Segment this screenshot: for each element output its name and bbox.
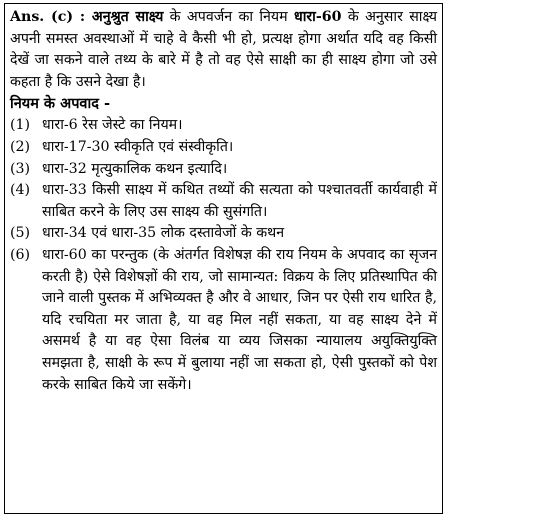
- list-item: [10, 223, 437, 245]
- list-item-text: धारा-6 रेस जेस्टे का नियम।: [42, 117, 183, 134]
- answer-paragraph: [10, 7, 437, 93]
- list-item: [10, 137, 437, 159]
- exceptions-heading: नियम के अपवाद -: [10, 95, 111, 113]
- answer-label: Ans. (c) :: [10, 9, 92, 25]
- answer-box: [4, 3, 443, 514]
- list-item-text: धारा-60 का परन्तुक (के अंतर्गत विशेषज्ञ की राय नियम के अपवाद का सृजन करती है) ऐसे विशेषज्ञों की राय, जो सामान्यत: विक्रय के लिए प्रतिस्थापित की जाने वाली पुस्तक में अभिव्यक्त है और वे आधार, जिन पर ऐसी राय धारित है, यदि रचयिता मर जाता है, या वह मिल नहीं सकता, या वह साक्ष्य देने में असमर्थ है या वह ऐसा विलंब या व्यय जिसका न्यायालय अयुक्तियुक्ति समझता है, साक्षी के रूप में बुलाया नहीं जा सकता हो, ऐसी पुस्तकों को पेश करके साबित किये जा सकेंगे।: [42, 246, 437, 393]
- list-item: [10, 180, 437, 223]
- answer-rule: धारा-60: [293, 9, 342, 25]
- answer-text-1: के अपवर्जन का नियम: [163, 9, 294, 25]
- list-item-number: (5): [10, 225, 31, 242]
- list-item-number: (6): [10, 246, 31, 263]
- list-item-number: (1): [10, 117, 31, 134]
- answer-text-2: के अनुसार साक्ष्य अपनी समस्त अवस्थाओं में चाहे वे कैसी भी हो, प्रत्यक्ष होगा अर्थात यदि वह किसी देखें जा सकने वाले तथ्य के बारे में है तो वह ऐसे साक्षी का ही साक्ष्य होगा जो उसे कहता है कि उसने देखा है।: [10, 9, 438, 90]
- list-item: [10, 115, 437, 137]
- list-item-text: धारा-34 एवं धारा-35 लोक दस्तावेजों के कथन: [42, 225, 285, 242]
- list-item-number: (2): [10, 138, 31, 155]
- list-item-text: धारा-17-30 स्वीकृति एवं संस्वीकृति।: [42, 138, 234, 155]
- list-item: [10, 159, 437, 181]
- list-item-text: धारा-32 मृत्युकालिक कथन इत्यादि।: [42, 160, 228, 177]
- answer-subject: अनुश्रुत साक्ष्य: [91, 9, 164, 25]
- list-item-number: (4): [10, 182, 31, 199]
- list-item-text: धारा-33 किसी साक्ष्य में कथित तथ्यों की सत्यता को पश्चातवर्ती कार्यवाही में साबित करने के लिए उस साक्ष्य की सुसंगति।: [42, 182, 437, 220]
- list-item: [10, 245, 437, 396]
- list-item-number: (3): [10, 160, 31, 177]
